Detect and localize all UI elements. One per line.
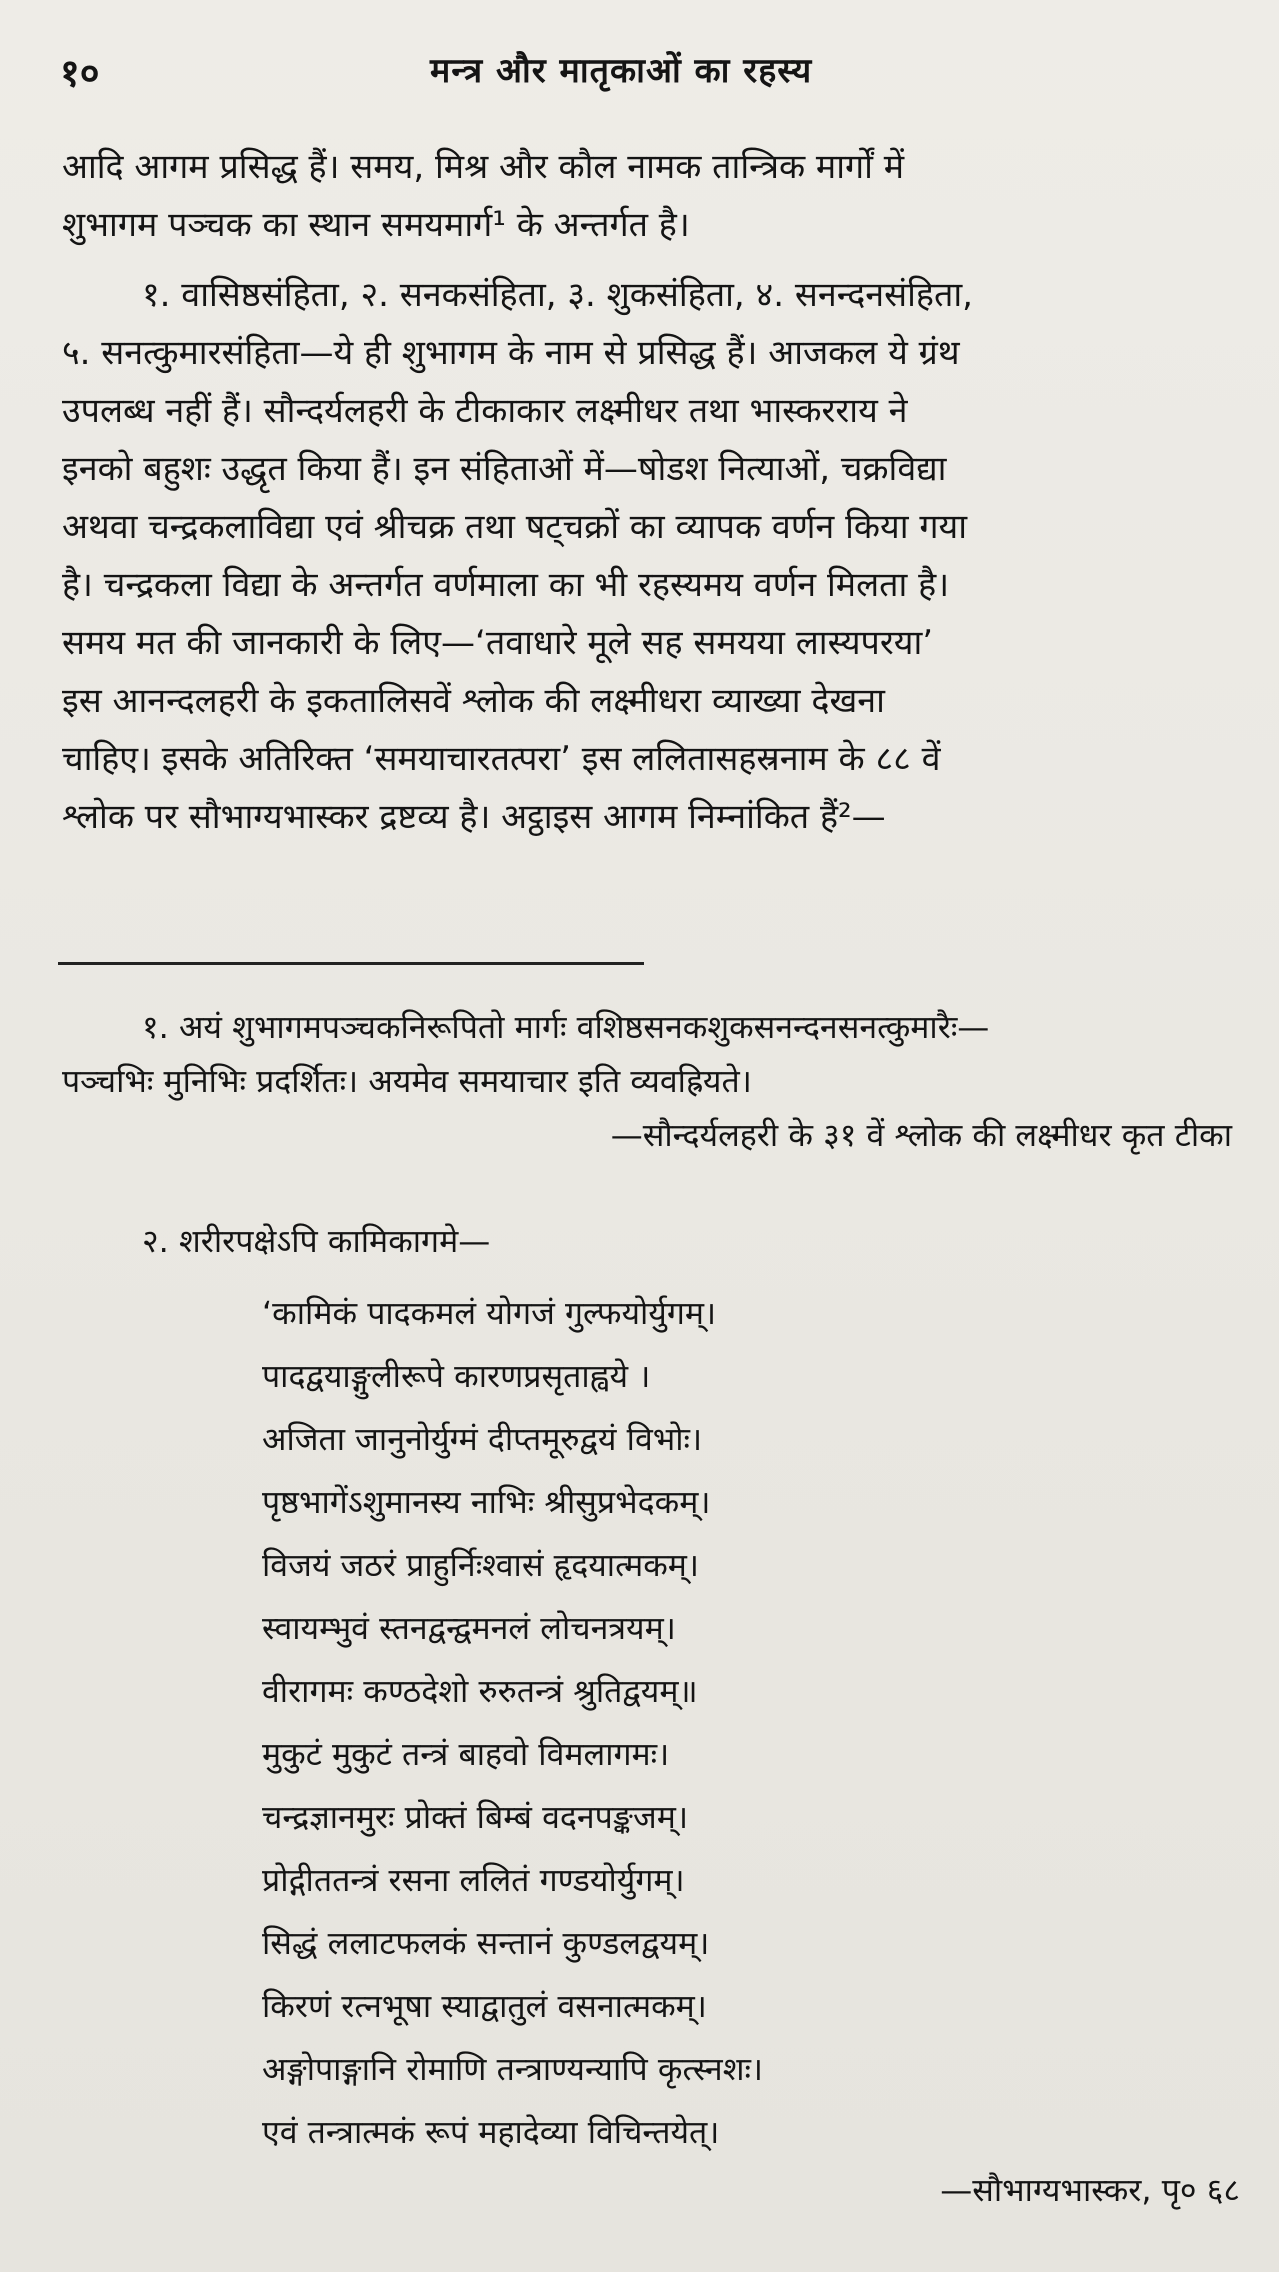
verse-line: सिद्धं ललाटफलकं सन्तानं कुण्डलद्वयम्।: [262, 1924, 710, 1962]
verse-line: ‘कामिकं पादकमलं योगजं गुल्फयोर्युगम्।: [262, 1294, 717, 1332]
verse-line: वीरागमः कण्ठदेशो रुरुतन्त्रं श्रुतिद्वयम्॥: [262, 1672, 698, 1710]
text-line: है। चन्द्रकला विद्या के अन्तर्गत वर्णमाला का भी रहस्यमय वर्णन मिलता है।: [62, 565, 950, 605]
footnote-line: पञ्चभिः मुनिभिः प्रदर्शितः। अयमेव समयाचार इति व्यवह्रियते।: [62, 1062, 752, 1100]
verse-line: पादद्वयाङ्गुलीरूपे कारणप्रसृताह्वये ।: [262, 1357, 651, 1395]
text-line: १. वासिष्ठसंहिता, २. सनकसंहिता, ३. शुकसंहिता, ४. सनन्दनसंहिता,: [142, 275, 973, 315]
footnote-divider: [58, 962, 644, 965]
verse-line: विजयं जठरं प्राहुर्निःश्वासं हृदयात्मकम्।: [262, 1546, 700, 1584]
paragraph-shubhagama: [62, 266, 1230, 846]
footnote-2: [62, 1214, 1242, 2211]
running-title: मन्त्र और मातृकाओं का रहस्य: [430, 51, 813, 91]
text-line: ५. सनत्कुमारसंहिता—ये ही शुभागम के नाम से प्रसिद्ध हैं। आजकल ये ग्रंथ: [62, 333, 960, 373]
text-line: अथवा चन्द्रकलाविद्या एवं श्रीचक्र तथा षट्चक्रों का व्यापक वर्णन किया गया: [62, 507, 968, 547]
text-line: उपलब्ध नहीं हैं। सौन्दर्यलहरी के टीकाकार लक्ष्मीधर तथा भास्करराय ने: [62, 391, 908, 431]
main-text: [62, 138, 1230, 846]
text-line: चाहिए। इसके अतिरिक्त ‘समयाचारतत्परा’ इस ललितासहस्रनाम के ८८ वें: [62, 739, 941, 779]
verse-source: —सौभाग्यभास्कर, पृ० ६८: [940, 2171, 1240, 2209]
paragraph-intro: [62, 138, 1230, 254]
verse-line: चन्द्रज्ञानमुरः प्रोक्तं बिम्बं वदनपङ्कजम्।: [262, 1798, 689, 1836]
page-number: १०: [60, 51, 100, 95]
footnote-line: १. अयं शुभागमपञ्चकनिरूपितो मार्गः वशिष्ठसनकशुकसनन्दनसनत्कुमारैः—: [142, 1008, 990, 1046]
footnote-1: [62, 1000, 1242, 1162]
verse-line: पृष्ठभागेंऽशुमानस्य नाभिः श्रीसुप्रभेदकम्।: [262, 1483, 711, 1521]
page-header: [60, 38, 1220, 108]
text-line: इस आनन्दलहरी के इकतालिसवें श्लोक की लक्ष्मीधरा व्याख्या देखना: [62, 681, 885, 721]
verse-line: स्वायम्भुवं स्तनद्वन्द्वमनलं लोचनत्रयम्।: [262, 1609, 676, 1647]
footnote-heading: २. शरीरपक्षेऽपि कामिकागमे—: [142, 1222, 491, 1260]
text-line: समय मत की जानकारी के लिए—‘तवाधारे मूले सह समयया लास्यपरया’: [62, 623, 934, 663]
verse-line: प्रोद्गीततन्त्रं रसना ललितं गण्डयोर्युगम्।: [262, 1861, 685, 1899]
verse-line: अङ्गोपाङ्गानि रोमाणि तन्त्राण्यन्यापि कृत्स्नशः।: [262, 2050, 764, 2088]
footnote-citation: —सौन्दर्यलहरी के ३१ वें श्लोक की लक्ष्मीधर कृत टीका: [610, 1116, 1232, 1154]
text-line: आदि आगम प्रसिद्ध हैं। समय, मिश्र और कौल नामक तान्त्रिक मार्गों में: [62, 147, 905, 187]
verse-line: मुकुटं मुकुटं तन्त्रं बाहवो विमलागमः।: [262, 1735, 670, 1773]
verse-line: अजिता जानुनोर्युग्मं दीप्तमूरुद्वयं विभोः।: [262, 1420, 703, 1458]
footnotes: [62, 1000, 1242, 2211]
verse-line: एवं तन्त्रात्मकं रूपं महादेव्या विचिन्तयेत्।: [262, 2113, 720, 2151]
verse-block: [62, 1282, 1242, 2164]
verse-line: किरणं रत्नभूषा स्याद्वातुलं वसनात्मकम्।: [262, 1987, 707, 2025]
text-line: इनको बहुशः उद्धृत किया हैं। इन संहिताओं में—षोडश नित्याओं, चक्रविद्या: [62, 449, 947, 489]
text-line: श्लोक पर सौभाग्यभास्कर द्रष्टव्य है। अट्ठाइस आगम निम्नांकित हैं²—: [62, 797, 886, 837]
text-line: शुभागम पञ्चक का स्थान समयमार्ग¹ के अन्तर्गत है।: [62, 205, 690, 245]
